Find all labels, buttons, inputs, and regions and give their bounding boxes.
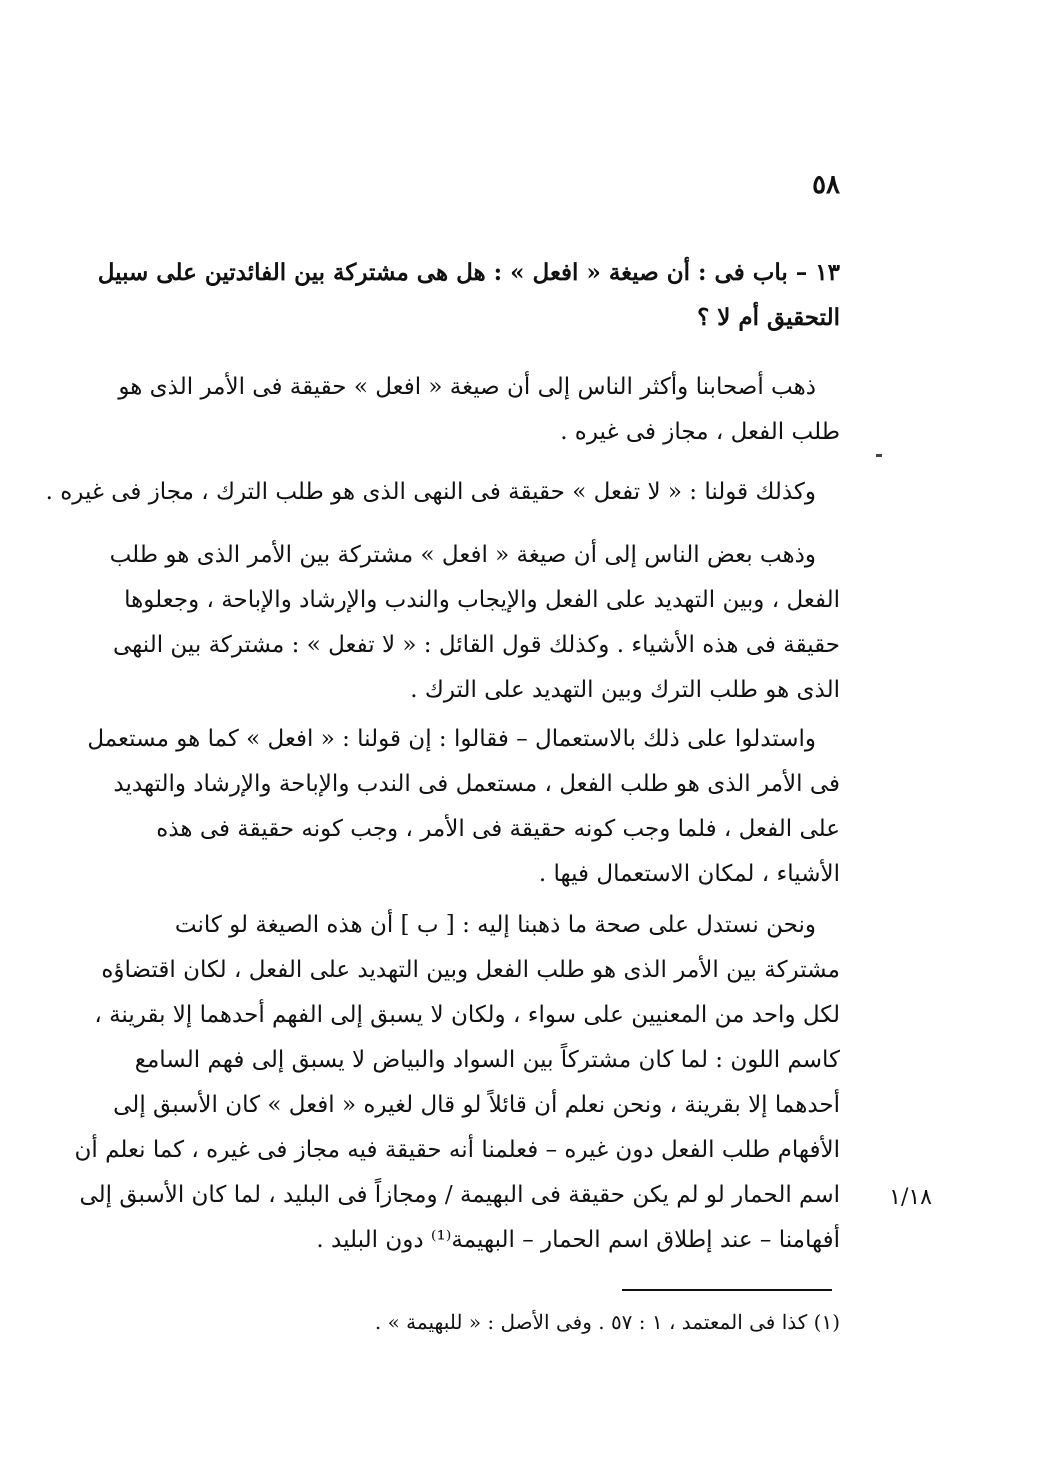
paragraph-4 (87, 717, 840, 897)
paragraph-line: على الفعل ، فلما وجب كونه حقيقة فى الأمر ، وجب كونه حقيقة فى هذه (156, 816, 840, 842)
margin-folio-note: ١/١٨ (889, 1185, 932, 1210)
chapter-heading (97, 250, 840, 340)
paragraph-line: كاسم اللون : لما كان مشتركاً بين السواد والبياض لا يسبق إلى فهم السامع (134, 1047, 840, 1073)
paragraph-line: الأفهام طلب الفعل دون غيره – فعلمنا أنه حقيقة فيه مجاز فى غيره ، كما نعلم أن (74, 1137, 840, 1163)
heading-line: التحقيق أم لا ؟ (697, 304, 840, 331)
heading-line: ١٣ – باب فى : أن صيغة « افعل » : هل هى مشتركة بين الفائدتين على سبيل (97, 259, 840, 286)
paragraph-line: واستدلوا على ذلك بالاستعمال – فقالوا : إن قولنا : « افعل » كما هو مستعمل (87, 726, 816, 752)
paragraph-line: حقيقة فى هذه الأشياء . وكذلك قول القائل : « لا تفعل » : مشتركة بين النهى (113, 632, 840, 658)
paragraph-line: أفهامنا – عند إطلاق اسم الحمار – البهيمة⁽¹⁾ دون البليد . (316, 1227, 840, 1253)
paragraph-1 (118, 365, 840, 455)
paragraph-line: الأشياء ، لمكان الاستعمال فيها . (538, 861, 840, 887)
paragraph-line: فى الأمر الذى هو طلب الفعل ، مستعمل فى الندب والإباحة والإرشاد والتهديد (113, 771, 840, 797)
footnote: (١) كذا فى المعتمد ، ١ : ٥٧ . وفى الأصل : « للبهيمة » . (374, 1310, 840, 1334)
edge-mark (876, 454, 882, 457)
paragraph-line: ذهب أصحابنا وأكثر الناس إلى أن صيغة « افعل » حقيقة فى الأمر الذى هو (118, 374, 816, 400)
paragraph-line: طلب الفعل ، مجاز فى غيره . (560, 419, 840, 445)
paragraph-5 (74, 903, 840, 1263)
paragraph-line: أحدهما إلا بقرينة ، ونحن نعلم أن قائلاً لو قال لغيره « افعل » كان الأسبق إلى (113, 1092, 840, 1118)
paragraph-3 (109, 533, 840, 713)
paragraph-line: اسم الحمار لو لم يكن حقيقة فى البهيمة / ومجازاً فى البليد ، لما كان الأسبق إلى (79, 1182, 840, 1208)
paragraph-line: الفعل ، وبين التهديد على الفعل والإيجاب والندب والإرشاد والإباحة ، وجعلوها (124, 587, 840, 613)
paragraph-line: الذى هو طلب الترك وبين التهديد على الترك . (410, 677, 840, 703)
paragraph-line: لكل واحد من المعنيين على سواء ، ولكان لا يسبق إلى الفهم أحدهما إلا بقرينة ، (94, 1002, 840, 1028)
page-number: ٥٨ (812, 170, 840, 200)
paragraph-2 (45, 470, 840, 515)
paragraph-line: ونحن نستدل على صحة ما ذهبنا إليه : [ ب ] أن هذه الصيغة لو كانت (174, 912, 816, 938)
footnote-divider (622, 1289, 832, 1291)
paragraph-line: مشتركة بين الأمر الذى هو طلب الفعل وبين التهديد على الفعل ، لكان اقتضاؤه (101, 957, 840, 983)
paragraph-line: وكذلك قولنا : « لا تفعل » حقيقة فى النهى الذى هو طلب الترك ، مجاز فى غيره . (45, 479, 816, 505)
paragraph-line: وذهب بعض الناس إلى أن صيغة « افعل » مشتركة بين الأمر الذى هو طلب (109, 542, 816, 568)
